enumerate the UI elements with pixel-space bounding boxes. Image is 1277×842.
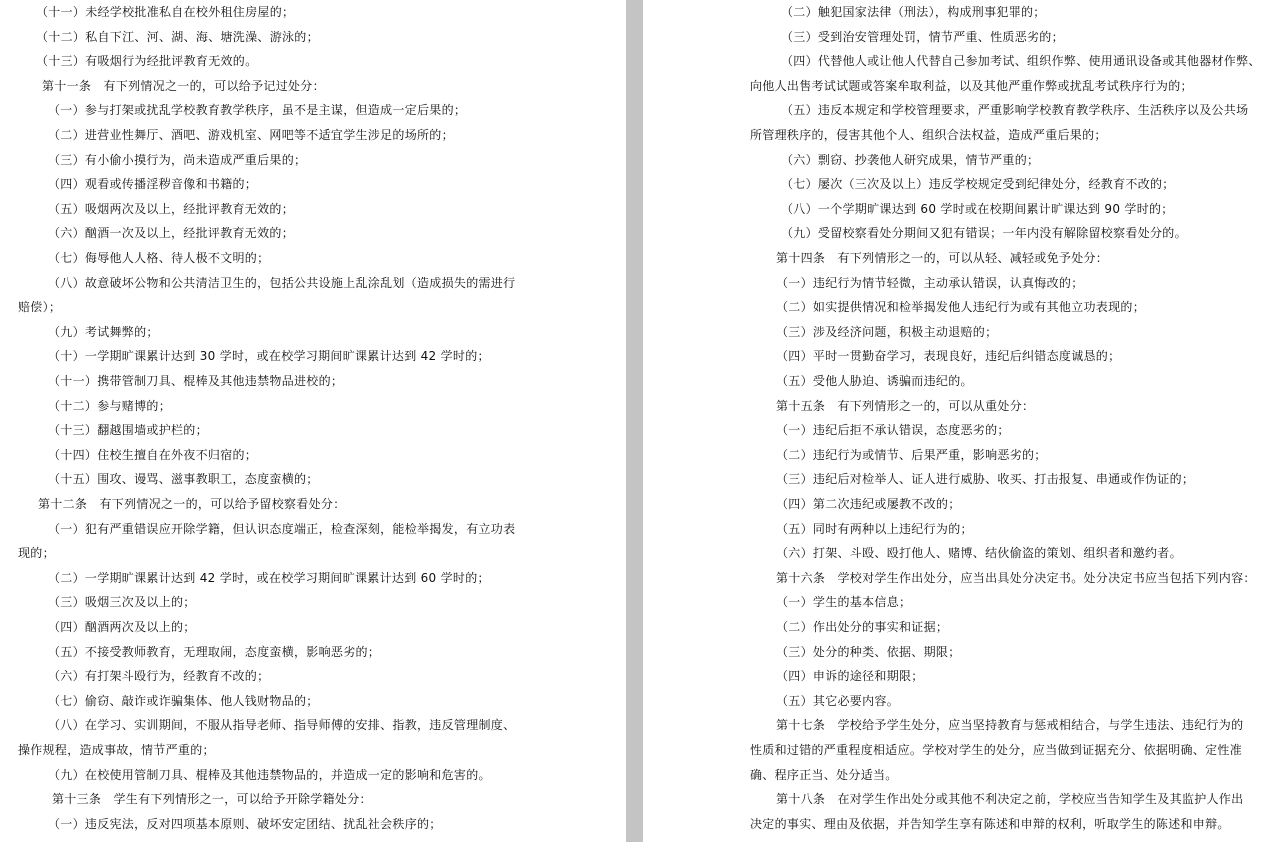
text-line: （二）作出处分的事实和证据； (776, 620, 949, 634)
text-line: （九）考试舞弊的； (48, 324, 159, 339)
text-line: （一）参与打架或扰乱学校教育教学秩序，虽不是主谋，但造成一定后果的； (48, 103, 467, 118)
document-page-left (0, 0, 626, 842)
text-line: 确、程序正当、处分适当。 (750, 767, 898, 782)
text-line: 第十四条 有下列情形之一的，可以从轻、减轻或免予处分： (776, 251, 1109, 265)
text-line: （四）申诉的途径和期限； (776, 669, 924, 684)
text-line: （五）其它必要内容。 (776, 693, 900, 708)
text-line: （三）涉及经济问题，积极主动退赔的； (776, 324, 998, 339)
text-line: 第十六条 学校对学生作出处分，应当出具处分决定书。处分决定书应当包括下列内容： (776, 570, 1256, 585)
text-line: （十）一学期旷课累计达到 30 学时，或在校学习期间旷课累计达到 42 学时的； (48, 349, 490, 364)
text-line: 向他人出售考试试题或答案牟取利益，以及其他严重作弊或扰乱考试秩序行为的； (750, 78, 1193, 93)
text-line: 决定的事实、理由及依据，并告知学生享有陈述和申辩的权利，听取学生的陈述和申辩。 (750, 816, 1230, 831)
text-line: （三）有小偷小摸行为，尚未造成严重后果的； (48, 152, 307, 167)
text-line: 性质和过错的严重程度相适应。学校对学生的处分，应当做到证据充分、依据明确、定性准 (750, 743, 1243, 757)
text-line: （四）观看或传播淫秽音像和书籍的； (48, 177, 258, 192)
text-line: 第十五条 有下列情形之一的，可以从重处分： (776, 398, 1035, 413)
text-line: （十三）翻越围墙或护栏的； (48, 423, 208, 438)
text-line: （五）受他人胁迫、诱骗而违纪的。 (776, 374, 973, 388)
text-line: （十四）住校生擅自在外夜不归宿的； (48, 447, 258, 462)
text-line: 第十七条 学校给予学生处分，应当坚持教育与惩戒相结合，与学生违法、违纪行为的 (776, 718, 1244, 733)
text-line: （一）学生的基本信息； (776, 595, 912, 610)
text-line: （六）酗酒一次及以上，经批评教育无效的； (48, 226, 295, 241)
text-line: （一）违纪后拒不承认错误，态度恶劣的； (776, 423, 1010, 438)
text-line: （八）一个学期旷课达到 60 学时或在校期间累计旷课达到 90 学时的； (781, 201, 1174, 216)
text-line: （十二）参与赌博的； (48, 398, 172, 413)
text-line: （二）进营业性舞厅、酒吧、游戏机室、网吧等不适宜学生涉足的场所的； (48, 128, 454, 142)
text-line: （五）不接受教师教育，无理取闹，态度蛮横，影响恶劣的； (48, 644, 381, 659)
text-line: （八）在学习、实训期间，不服从指导老师、指导师傅的安排、指教，违反管理制度、 (48, 718, 516, 733)
text-line: （十一）携带管制刀具、棍棒及其他违禁物品进校的； (48, 374, 344, 388)
text-line: （十五）围攻、谩骂、滋事教职工，态度蛮横的； (48, 472, 319, 487)
text-line: （一）违反宪法，反对四项基本原则、破坏安定团结、扰乱社会秩序的； (48, 816, 442, 831)
text-line: （六）打架、斗殴、殴打他人、赌博、结伙偷盗的策划、组织者和邀约者。 (776, 546, 1182, 561)
text-line: （一）违纪行为情节轻微，主动承认错误，认真悔改的； (776, 275, 1084, 290)
text-line: （四）酗酒两次及以上的； (48, 620, 196, 634)
text-line: 赔偿）； (18, 300, 62, 315)
document-page-right (643, 0, 1277, 842)
text-line: （二）一学期旷课累计达到 42 学时，或在校学习期间旷课累计达到 60 学时的； (48, 570, 490, 585)
text-line: （五）违反本规定和学校管理要求，严重影响学校教育教学秩序、生活秩序以及公共场 (781, 103, 1249, 118)
text-line: （十一）未经学校批准私自在校外租住房屋的； (36, 5, 295, 19)
text-line: （一）犯有严重错误应开除学籍，但认识态度端正，检查深刻，能检举揭发，有立功表 (48, 521, 516, 536)
text-line: 所管理秩序的，侵害其他个人、组织合法权益，造成严重后果的； (750, 128, 1107, 142)
text-line: （五）吸烟两次及以上，经批评教育无效的； (48, 201, 295, 216)
text-line: （六）有打架斗殴行为，经教育不改的； (48, 669, 270, 684)
text-line: （三）处分的种类、依据、期限； (776, 644, 961, 659)
text-line: （九）受留校察看处分期间又犯有错误；一年内没有解除留校察看处分的。 (781, 226, 1187, 241)
text-line: 第十二条 有下列情况之一的，可以给予留校察看处分： (38, 497, 346, 511)
text-line: （十二）私自下江、河、湖、海、塘洗澡、游泳的； (36, 29, 319, 44)
text-line: （七）侮辱他人人格、待人极不文明的； (48, 251, 270, 265)
text-line: （三）吸烟三次及以上的； (48, 595, 196, 610)
text-line: （八）故意破坏公物和公共清洁卫生的，包括公共设施上乱涂乱划（造成损失的需进行 (48, 275, 516, 290)
text-line: 第十三条 学生有下列情形之一，可以给予开除学籍处分： (52, 792, 372, 807)
page-gutter (626, 0, 643, 842)
text-line: （四）代替他人或让他人代替自己参加考试、组织作弊、使用通讯设备或其他器材作弊、 (781, 54, 1261, 69)
text-line: （二）触犯国家法律（刑法），构成刑事犯罪的； (781, 5, 1046, 19)
text-line: （三）受到治安管理处罚，情节严重、性质恶劣的； (781, 29, 1064, 44)
text-line: （二）违纪行为或情节、后果严重，影响恶劣的； (776, 447, 1047, 462)
text-line: 操作规程，造成事故，情节严重的； (18, 743, 215, 757)
text-line: （五）同时有两种以上违纪行为的； (776, 521, 973, 536)
text-line: （七）偷窃、敲诈或诈骗集体、他人钱财物品的； (48, 693, 319, 708)
text-line: （六）剽窃、抄袭他人研究成果，情节严重的； (781, 152, 1040, 167)
text-line: （三）违纪后对检举人、证人进行威胁、收买、打击报复、串通或作伪证的； (776, 472, 1195, 487)
text-line: （四）第二次违纪或屡教不改的； (776, 497, 961, 511)
text-line: （十三）有吸烟行为经批评教育无效的。 (36, 54, 258, 69)
text-line: 现的； (18, 546, 55, 561)
text-line: （七）屡次（三次及以上）违反学校规定受到纪律处分，经教育不改的； (781, 177, 1175, 192)
text-line: （九）在校使用管制刀具、棍棒及其他违禁物品的，并造成一定的影响和危害的。 (48, 767, 491, 782)
text-line: 第十八条 在对学生作出处分或其他不利决定之前，学校应当告知学生及其监护人作出 (776, 792, 1244, 807)
text-line: （四）平时一贯勤奋学习，表现良好，违纪后纠错态度诚恳的； (776, 349, 1121, 364)
text-line: 第十一条 有下列情况之一的，可以给予记过处分： (42, 78, 325, 93)
text-line: （二）如实提供情况和检举揭发他人违纪行为或有其他立功表现的； (776, 300, 1146, 315)
